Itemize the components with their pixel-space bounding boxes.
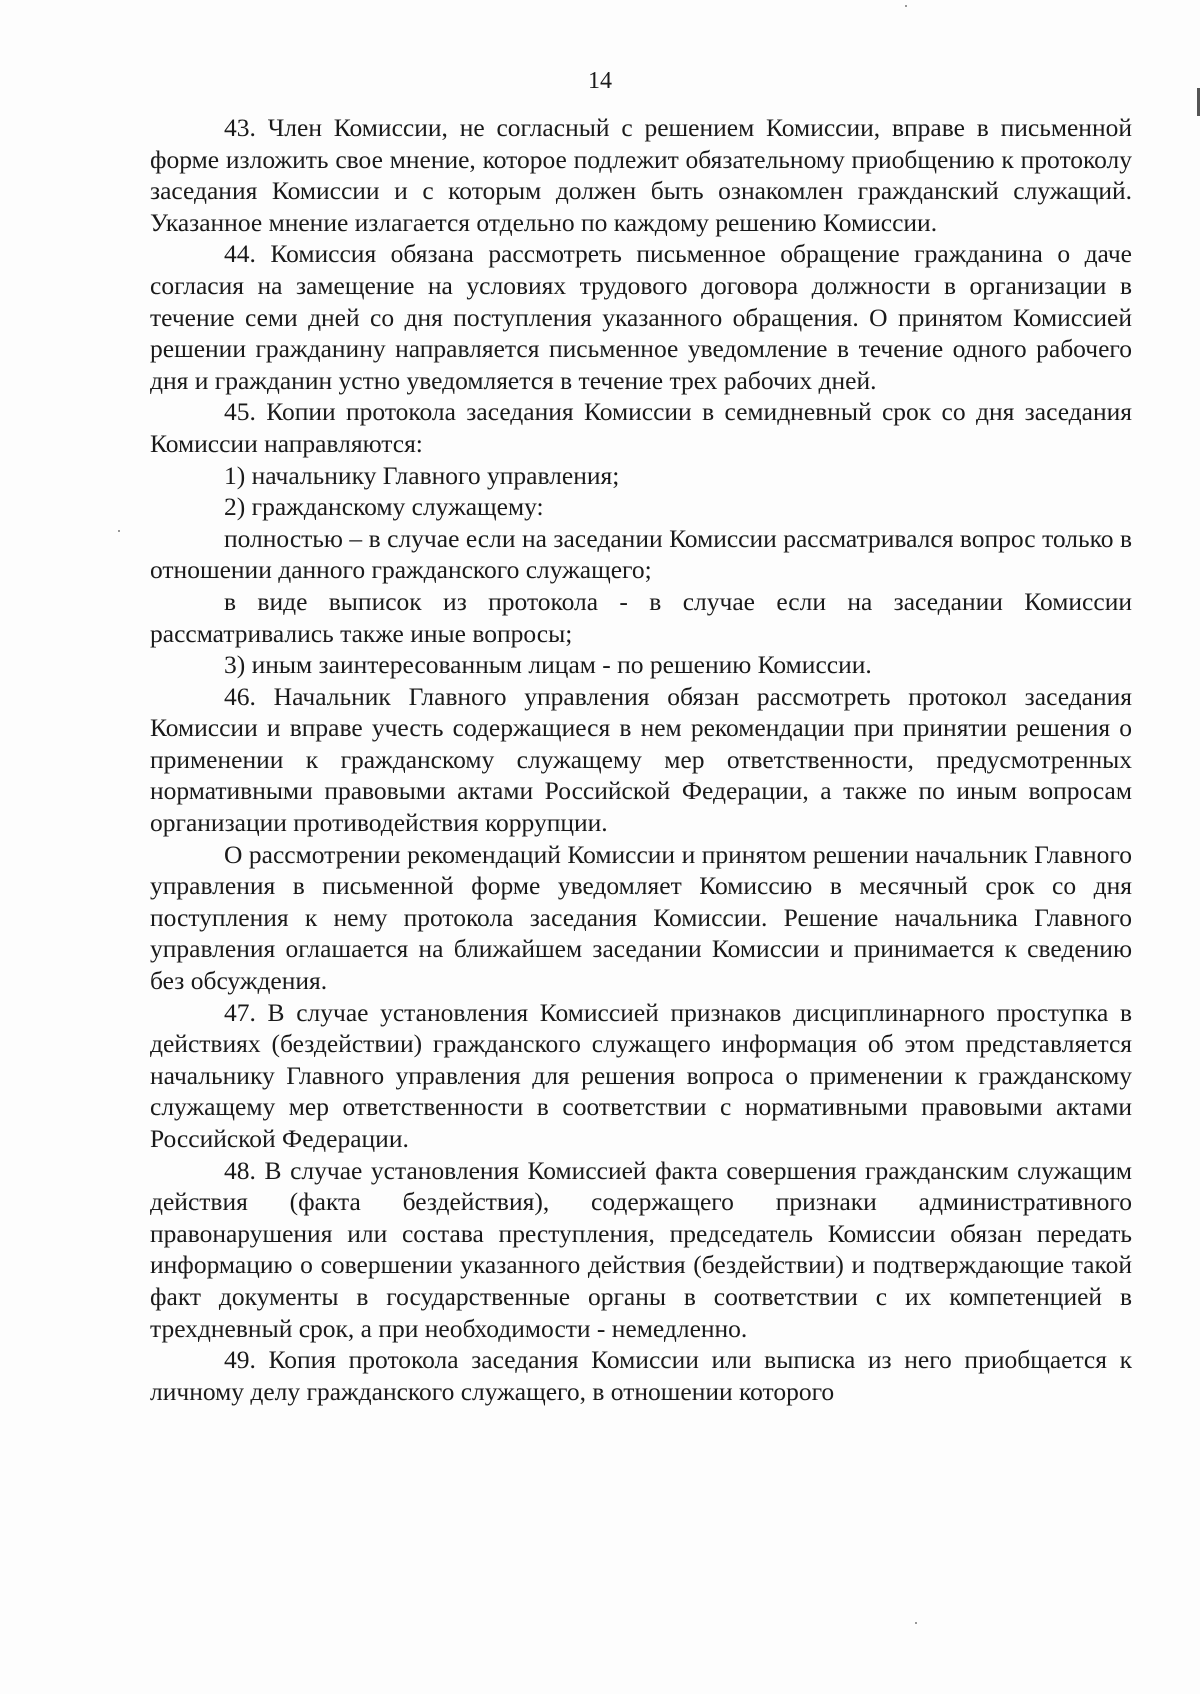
paragraph-46: 46. Начальник Главного управления обязан рассмотреть протокол заседания Комиссии и вправе учесть содержащиеся в нем рекомендации при принятии решения о применении к гражданскому служащему мер ответственности, предусмотренных нормативными правовыми актами Российской Федерации, а также по иным вопросам организации противодействия коррупции. xyxy=(150,681,1132,838)
page-number: 14 xyxy=(588,68,612,94)
document-body xyxy=(150,112,1132,1407)
list-item-3: 3) иным заинтересованным лицам - по решению Комиссии. xyxy=(224,650,872,680)
paragraph-44: 44. Комиссия обязана рассмотреть письменное обращение гражданина о даче согласия на замещение на условиях трудового договора должности в организации в течение семи дней со дня поступления указанного обращения. О принятом Комиссией решении гражданину направляется письменное уведомление в течение одного рабочего дня и гражданин устно уведомляется в течение трех рабочих дней. xyxy=(150,239,1132,395)
list-item-1: 1) начальнику Главного управления; xyxy=(224,460,620,490)
sub-item-full: полностью – в случае если на заседании Комиссии рассматривался вопрос только в отношении данного гражданского служащего; xyxy=(150,523,1132,585)
paragraph-47: 47. В случае установления Комиссией признаков дисциплинарного проступка в действиях (бездействии) гражданского служащего информация об этом представляется начальнику Главного управления для решения вопроса о применении к гражданскому служащему мер ответственности в соответствии с нормативными правовыми актами Российской Федерации. xyxy=(150,997,1132,1153)
paragraph-46-continued: О рассмотрении рекомендаций Комиссии и принятом решении начальник Главного управления в письменной форме уведомляет Комиссию в месячный срок со дня поступления к нему протокола заседания Комиссии. Решение начальника Главного управления оглашается на ближайшем заседании Комиссии и принимается к сведению без обсуждения. xyxy=(150,839,1132,996)
scan-speck xyxy=(118,530,120,532)
paragraph-43: 43. Член Комиссии, не согласный с решением Комиссии, вправе в письменной форме изложить свое мнение, которое подлежит обязательному приобщению к протоколу заседания Комиссии и с которым должен быть ознакомлен гражданский служащий. Указанное мнение излагается отдельно по каждому решению Комиссии. xyxy=(150,113,1132,237)
scan-speck xyxy=(905,5,907,7)
paragraph-49: 49. Копия протокола заседания Комиссии или выписка из него приобщается к личному делу гражданского служащего, в отношении которого xyxy=(150,1345,1132,1406)
scan-speck xyxy=(915,1622,917,1624)
sub-item-extracts: в виде выписок из протокола - в случае если на заседании Комиссии рассматривались также иные вопросы; xyxy=(150,586,1132,648)
paragraph-45: 45. Копии протокола заседания Комиссии в семидневный срок со дня заседания Комиссии направляются: xyxy=(150,397,1132,458)
list-item-2: 2) гражданскому служащему: xyxy=(224,492,544,522)
paragraph-48: 48. В случае установления Комиссией факта совершения гражданским служащим действия (факта бездействия), содержащего признаки административного правонарушения или состава преступления, председатель Комиссии обязан передать информацию о совершении указанного действия (бездействии) и подтверждающие такой факт документы в государственные органы в соответствии с их компетенцией в трехдневный срок, а при необходимости - немедленно. xyxy=(150,1155,1132,1343)
